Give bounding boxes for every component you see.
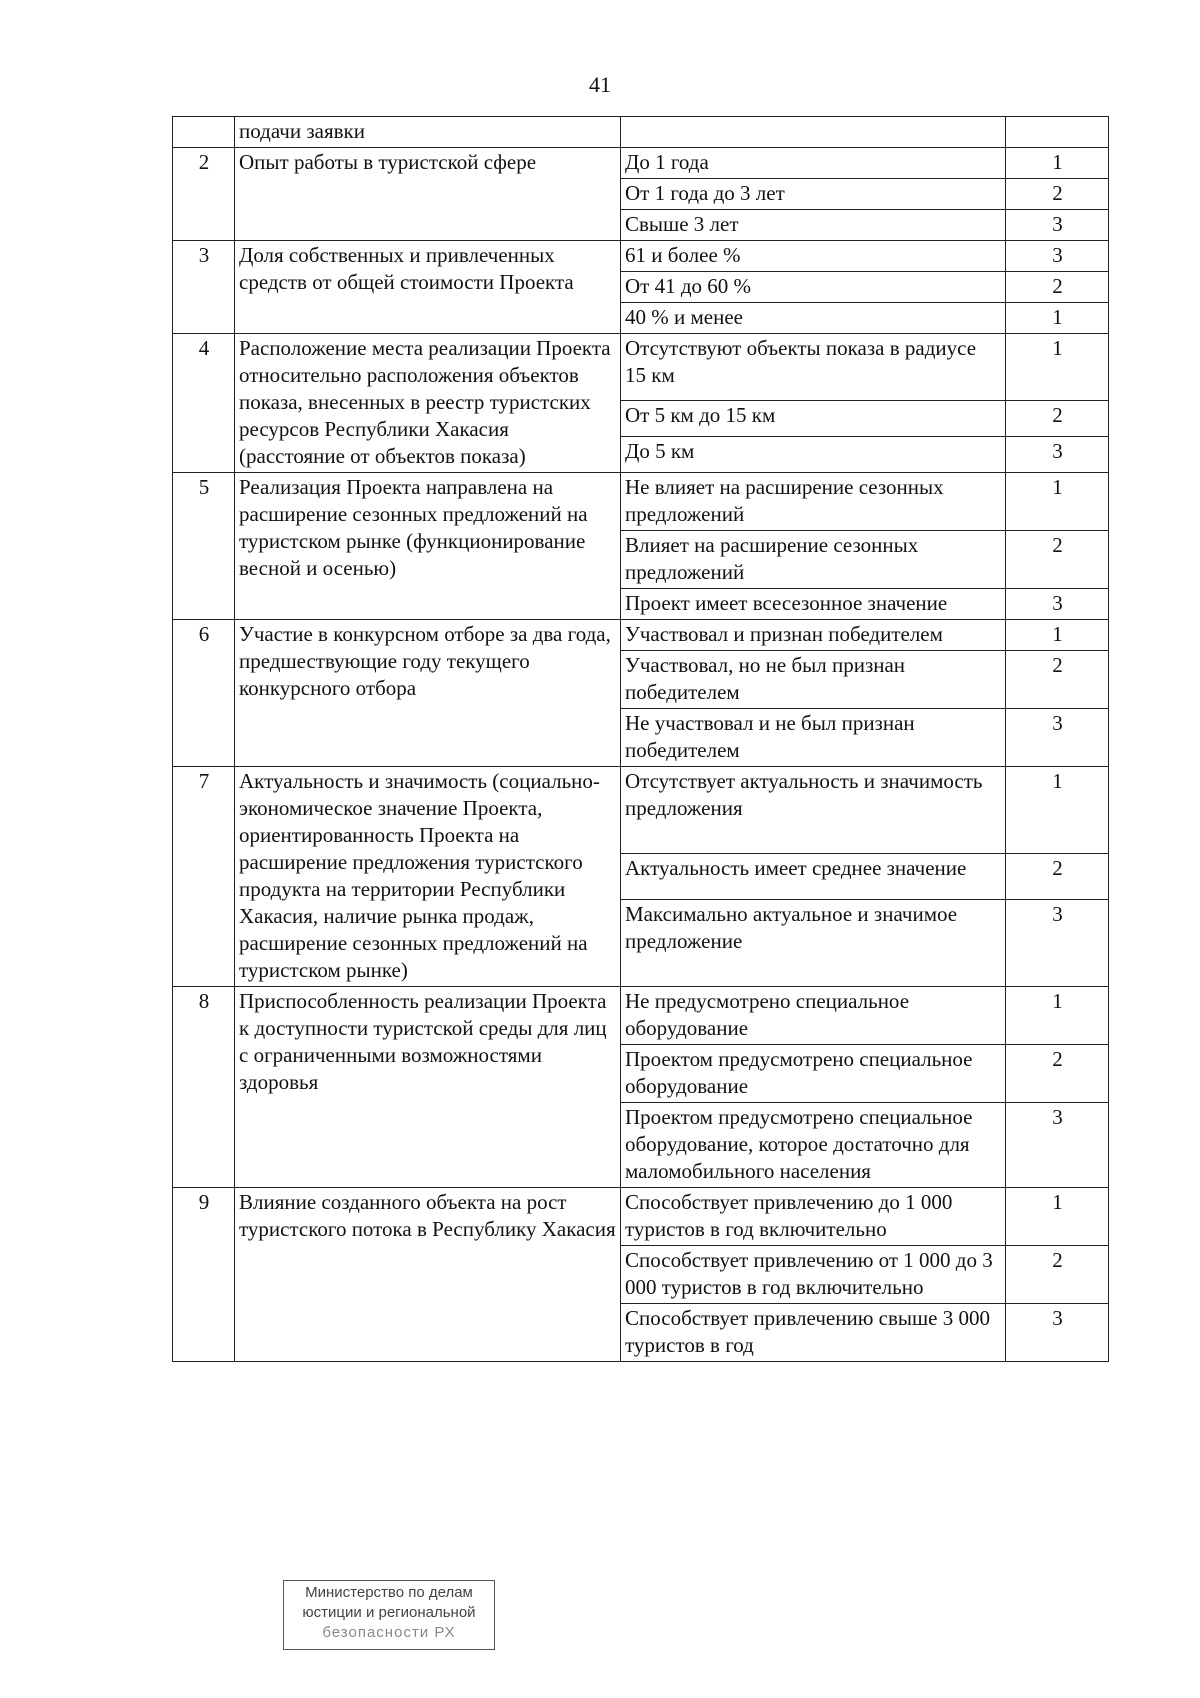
score-cell: 1 xyxy=(1006,1188,1109,1246)
criterion-cell: Актуальность и значимость (социально-экономическое значение Проекта, ориентированность Проекта на расширение предложения туристского продукта на территории Республики Хакасия, наличие рынка продаж, расширение сезонных предложений на туристском рынке) xyxy=(235,767,621,987)
option-cell: Способствует привлечению свыше 3 000 туристов в год xyxy=(621,1304,1006,1362)
score-cell: 1 xyxy=(1006,303,1109,334)
score-cell: 2 xyxy=(1006,272,1109,303)
score-cell: 3 xyxy=(1006,900,1109,987)
option-cell: Отсутствуют объекты показа в радиусе 15 км xyxy=(621,334,1006,401)
number-cell: 6 xyxy=(173,620,235,767)
score-cell: 3 xyxy=(1006,437,1109,473)
criterion-cell: Влияние созданного объекта на рост туристского потока в Республику Хакасия xyxy=(235,1188,621,1362)
criterion-cell: Доля собственных и привлеченных средств от общей стоимости Проекта xyxy=(235,241,621,334)
criterion-cell: Расположение места реализации Проекта относительно расположения объектов показа, внесенных в реестр туристских ресурсов Республики Хакасия (расстояние от объектов показа) xyxy=(235,334,621,473)
table-row xyxy=(173,987,1109,1045)
option-cell: От 1 года до 3 лет xyxy=(621,179,1006,210)
number-cell: 2 xyxy=(173,148,235,241)
option-cell: Участвовал и признан победителем xyxy=(621,620,1006,651)
option-cell: 40 % и менее xyxy=(621,303,1006,334)
score-cell: 2 xyxy=(1006,1045,1109,1103)
table-row xyxy=(173,1188,1109,1246)
option-cell: Участвовал, но не был признан победителем xyxy=(621,651,1006,709)
table-row xyxy=(173,148,1109,179)
criterion-cell: Опыт работы в туристской сфере xyxy=(235,148,621,241)
table-row xyxy=(173,620,1109,651)
score-cell: 1 xyxy=(1006,473,1109,531)
criterion-cell: Приспособленность реализации Проекта к доступности туристской среды для лиц с ограниченными возможностями здоровья xyxy=(235,987,621,1188)
option-cell: Не предусмотрено специальное оборудование xyxy=(621,987,1006,1045)
option-cell: Проект имеет всесезонное значение xyxy=(621,589,1006,620)
number-cell: 7 xyxy=(173,767,235,987)
stamp-line: Министерство по делам xyxy=(305,1584,473,1601)
score-cell: 3 xyxy=(1006,589,1109,620)
score-cell: 3 xyxy=(1006,1103,1109,1188)
continuation-row xyxy=(173,117,1109,148)
option-cell: Свыше 3 лет xyxy=(621,210,1006,241)
option-cell: Не участвовал и не был признан победителем xyxy=(621,709,1006,767)
table-row xyxy=(173,334,1109,401)
score-cell: 2 xyxy=(1006,401,1109,437)
score-cell: 1 xyxy=(1006,987,1109,1045)
criterion-cell: подачи заявки xyxy=(235,117,621,148)
option-cell: Актуальность имеет среднее значение xyxy=(621,853,1006,899)
score-cell: 1 xyxy=(1006,148,1109,179)
registration-stamp xyxy=(283,1580,495,1650)
score-cell: 3 xyxy=(1006,709,1109,767)
score-cell: 1 xyxy=(1006,620,1109,651)
option-cell xyxy=(621,117,1006,148)
option-cell: Проектом предусмотрено специальное оборудование, которое достаточно для маломобильного населения xyxy=(621,1103,1006,1188)
score-cell: 3 xyxy=(1006,1304,1109,1362)
criterion-cell: Реализация Проекта направлена на расширение сезонных предложений на туристском рынке (функционирование весной и осенью) xyxy=(235,473,621,620)
number-cell: 9 xyxy=(173,1188,235,1362)
page-number: 41 xyxy=(589,72,611,97)
option-cell: Не влияет на расширение сезонных предложений xyxy=(621,473,1006,531)
number-cell: 5 xyxy=(173,473,235,620)
score-cell: 2 xyxy=(1006,179,1109,210)
option-cell: Проектом предусмотрено специальное оборудование xyxy=(621,1045,1006,1103)
option-cell: Способствует привлечению от 1 000 до 3 000 туристов в год включительно xyxy=(621,1246,1006,1304)
number-cell: 4 xyxy=(173,334,235,473)
score-cell: 1 xyxy=(1006,767,1109,854)
table-row xyxy=(173,473,1109,531)
option-cell: До 1 года xyxy=(621,148,1006,179)
score-cell: 3 xyxy=(1006,241,1109,272)
number-cell: 8 xyxy=(173,987,235,1188)
table-row xyxy=(173,241,1109,272)
score-cell: 1 xyxy=(1006,334,1109,401)
option-cell: От 41 до 60 % xyxy=(621,272,1006,303)
table-row xyxy=(173,767,1109,854)
option-cell: До 5 км xyxy=(621,437,1006,473)
score-cell: 2 xyxy=(1006,853,1109,899)
criterion-cell: Участие в конкурсном отборе за два года, предшествующие году текущего конкурсного отбора xyxy=(235,620,621,767)
stamp-line: юстиции и региональной xyxy=(302,1604,476,1621)
option-cell: Максимально актуальное и значимое предложение xyxy=(621,900,1006,987)
score-cell: 2 xyxy=(1006,531,1109,589)
score-cell: 2 xyxy=(1006,651,1109,709)
score-cell: 3 xyxy=(1006,210,1109,241)
score-cell xyxy=(1006,117,1109,148)
score-cell: 2 xyxy=(1006,1246,1109,1304)
number-cell xyxy=(173,117,235,148)
number-cell: 3 xyxy=(173,241,235,334)
option-cell: 61 и более % xyxy=(621,241,1006,272)
option-cell: Влияет на расширение сезонных предложений xyxy=(621,531,1006,589)
criteria-table xyxy=(172,116,1109,1362)
option-cell: Отсутствует актуальность и значимость предложения xyxy=(621,767,1006,854)
stamp-line: безопасности РХ xyxy=(322,1624,456,1641)
option-cell: От 5 км до 15 км xyxy=(621,401,1006,437)
option-cell: Способствует привлечению до 1 000 туристов в год включительно xyxy=(621,1188,1006,1246)
